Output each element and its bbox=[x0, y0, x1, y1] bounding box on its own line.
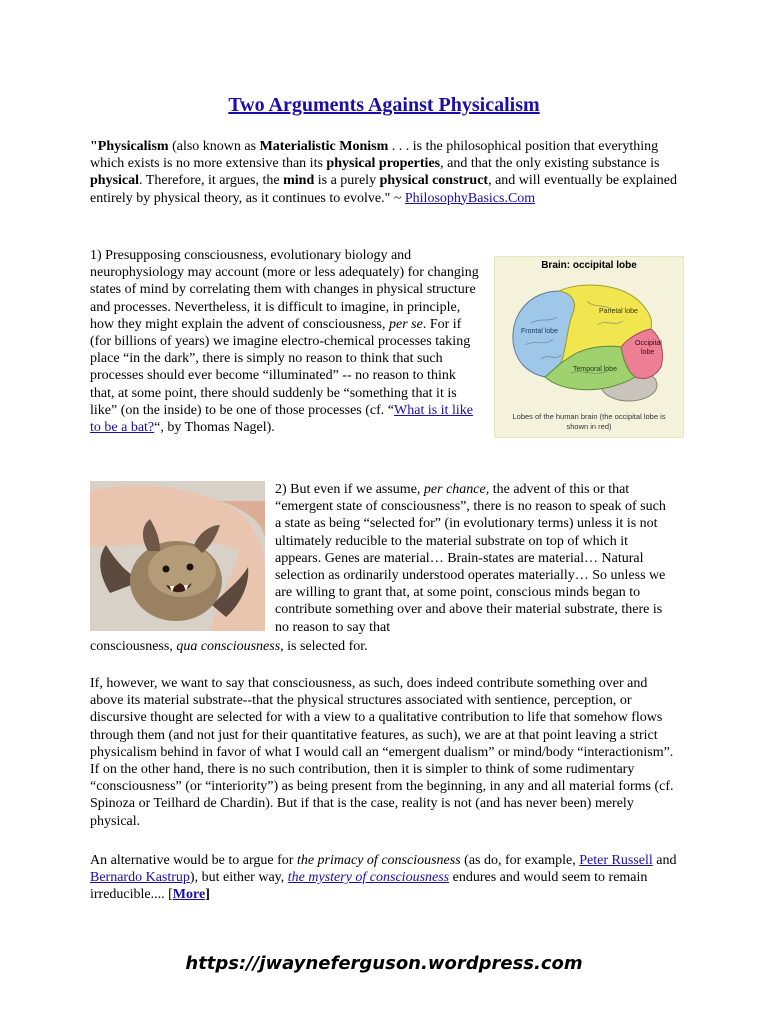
nagel-bat-link[interactable]: What is it like to be a bat? bbox=[90, 402, 473, 436]
term-materialistic-monism: Materialistic Monism bbox=[259, 139, 389, 154]
intro-text: is a purely bbox=[314, 173, 380, 189]
occipital-lobe-label-line: Occipital bbox=[635, 340, 662, 347]
brain-diagram bbox=[501, 273, 677, 411]
bat-photo bbox=[90, 481, 265, 631]
argument-two-conclusion bbox=[90, 638, 682, 655]
temporal-lobe-label: Temporal lobe bbox=[573, 366, 617, 373]
argument-one-text: “, by Thomas Nagel). bbox=[154, 420, 275, 436]
intro-text: , and that the only existing substance is bbox=[440, 156, 660, 172]
more-link[interactable]: More bbox=[172, 887, 206, 903]
more-bracket-close: ] bbox=[205, 887, 210, 903]
alternative-text: endures and would seem to remain irreducible.... [ bbox=[90, 870, 648, 903]
figure-title: Brain: occipital lobe bbox=[541, 260, 637, 271]
argument-two-text: the advent of this or that “emergent state of consciousness”, there is no reason to speak of such a state as being “selected for” (in evolutionary terms) unless it is not ultimately reducible to the material substrate on top of which it appears. Genes are material… Brain-states are material… Natural selection as ordinarily understood operates materially… So unless we are willing to grant that, at some point, conscious minds began to contribute something over and above their material substrate, there is no reason to say that bbox=[275, 482, 666, 635]
intro-text: (also known as bbox=[168, 139, 260, 154]
alternative-text: and bbox=[652, 853, 677, 868]
term-physical-construct: physical construct bbox=[379, 173, 489, 189]
bernardo-kastrup-link[interactable]: Bernardo Kastrup bbox=[90, 870, 190, 886]
bat-eye-right bbox=[187, 564, 194, 571]
alternative-text: An alternative would be to argue for bbox=[90, 853, 297, 868]
bat-eye-left bbox=[163, 566, 170, 573]
figure-caption: Lobes of the human brain (the occipital lobe is shown in red) bbox=[512, 412, 666, 431]
brain-occipital-lobe-figure bbox=[494, 256, 684, 438]
bat-illustration bbox=[90, 481, 265, 631]
alternative-paragraph bbox=[90, 852, 682, 904]
emergent-dualism-paragraph: If, however, we want to say that consciousness, as such, does indeed contribute something over and above its material substrate--that the physical structures associated with sentience, perception, or discursive thought are selected for with a view to a qualitative contribution to life that somehow flows through them (and not just for their quantitative features, as such), we are at that point leaving a strict physicalism behind in favor of what I would call an “emergent dualism” or mind/body “interactionism”. If on the other hand, there is no such contribution, then it is simpler to think of some rudimentary “consciousness” (or “interiority”) as being present from the beginning, in any and all material forms (cf. Spinoza or Teilhard de Chardin). But if that is the case, reality is not (and has never been) merely physical. bbox=[90, 676, 674, 829]
argument-two-paragraph bbox=[275, 481, 667, 636]
intro-paragraph bbox=[90, 138, 682, 207]
footer-site-url[interactable]: https://jwayneferguson.wordpress.com bbox=[185, 953, 583, 974]
alternative-text: (as do, for example, bbox=[460, 853, 580, 868]
per-se-italic: per se bbox=[389, 316, 423, 332]
intro-text: , and will eventually be explained entirely by physical theory, as it continues to evolve." ~ bbox=[90, 173, 678, 206]
intro-text: . Therefore, it argues, the bbox=[139, 173, 284, 189]
intro-text: . . . is the philosophical position that everything which exists is no more extensive than its bbox=[90, 139, 659, 172]
term-physical-properties: physical properties bbox=[326, 156, 441, 172]
occipital-lobe-label-line: lobe bbox=[641, 349, 655, 356]
term-mind: mind bbox=[283, 173, 315, 189]
primacy-italic: the primacy of consciousness bbox=[296, 853, 461, 868]
argument-two-text: , is selected for. bbox=[280, 639, 368, 654]
qua-consciousness-italic: qua consciousness bbox=[176, 639, 281, 654]
alternative-text: ), but either way, bbox=[189, 870, 288, 886]
term-physical: physical bbox=[90, 173, 140, 189]
term-physicalism: Physicalism bbox=[97, 139, 169, 154]
per-chance-italic: per chance, bbox=[423, 482, 490, 497]
peter-russell-link[interactable]: Peter Russell bbox=[579, 853, 653, 868]
parietal-lobe-label: Parietal lobe bbox=[599, 308, 638, 315]
argument-one-text: . For if (for billions of years) we imagine electro-chemical processes taking place “in the dark”, there is simply no reason to think that such processes should ever become “illuminated” -- no reason to think that, at some point, there should suddenly be “something that it is like” (on the inside) to be one of those processes (cf. “ bbox=[90, 316, 471, 418]
argument-one-text: 1) Presupposing consciousness, evolutionary biology and neurophysiology may account (more or less adequately) for changing states of mind by correlating them with changes in physical structure and processes. Nevertheless, it is difficult to imagine, in principle, how they might explain the advent of consciousness, bbox=[90, 248, 479, 332]
argument-one-paragraph bbox=[90, 247, 482, 436]
argument-two-text: 2) But even if we assume, bbox=[275, 482, 424, 497]
philosophybasics-link[interactable]: PhilosophyBasics.Com bbox=[404, 190, 536, 206]
frontal-lobe-label: Frontal lobe bbox=[521, 328, 558, 335]
argument-two-text: consciousness, bbox=[90, 639, 177, 654]
mystery-of-consciousness-link[interactable]: the mystery of consciousness bbox=[287, 870, 450, 886]
document-title[interactable]: Two Arguments Against Physicalism bbox=[228, 94, 540, 116]
intro-open-quote: " bbox=[90, 139, 98, 154]
